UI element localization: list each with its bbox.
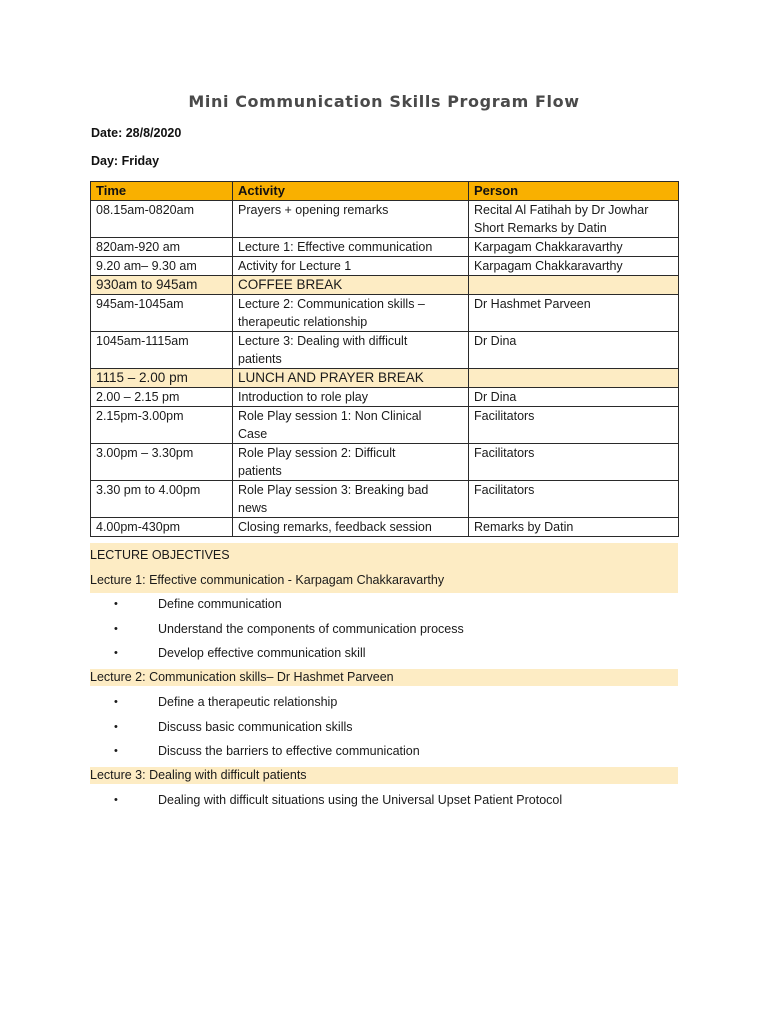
lecture2-title-band	[90, 669, 678, 686]
cell-activity	[233, 332, 469, 369]
cell-time: 9.20 am– 9.30 am	[91, 257, 233, 276]
cell-person	[469, 388, 679, 407]
lecture1-objective-title: Lecture 1: Effective communication - Karpagam Chakkaravarthy	[90, 573, 445, 587]
activity-line: COFFEE BREAK	[238, 277, 343, 292]
activity-line: patients	[238, 352, 282, 366]
cell-activity	[233, 481, 469, 518]
day-line: Day: Friday	[91, 154, 160, 168]
bullet-dot: •	[114, 696, 118, 708]
activity-line: Introduction to role play	[238, 390, 368, 404]
list-item	[0, 690, 768, 715]
cell-time: 930am to 945am	[91, 276, 233, 295]
person-line: Facilitators	[474, 446, 535, 460]
cell-person	[469, 332, 679, 369]
cell-time: 945am-1045am	[91, 295, 233, 332]
table-row	[91, 481, 679, 518]
cell-time: 820am-920 am	[91, 238, 233, 257]
cell-time: 1045am-1115am	[91, 332, 233, 369]
bullet-dot: •	[114, 598, 118, 610]
bullet-dot: •	[114, 720, 118, 733]
activity-line: therapeutic relationship	[238, 315, 368, 329]
activity-line: Lecture 1: Effective communication	[238, 240, 433, 254]
objectives-heading: LECTURE OBJECTIVES	[90, 548, 230, 562]
list-item	[0, 641, 768, 666]
bullet-text: Discuss basic communication skills	[158, 719, 353, 734]
schedule-header-row	[91, 182, 679, 201]
list-item	[0, 617, 768, 642]
cell-activity	[233, 518, 469, 537]
cell-person	[469, 481, 679, 518]
cell-activity	[233, 444, 469, 481]
activity-line: Activity for Lecture 1	[238, 259, 352, 273]
cell-person	[469, 238, 679, 257]
document-title: Mini Communication Skills Program Flow	[188, 92, 580, 111]
activity-line: news	[238, 501, 268, 515]
cell-time: 08.15am-0820am	[91, 201, 233, 238]
cell-activity	[233, 407, 469, 444]
activity-line: Closing remarks, feedback session	[238, 520, 432, 534]
cell-activity	[233, 295, 469, 332]
bullet-text: Discuss the barriers to effective communication	[158, 744, 420, 758]
cell-time: 3.30 pm to 4.00pm	[91, 481, 233, 518]
cell-person	[469, 201, 679, 238]
cell-person	[469, 518, 679, 537]
list-item	[0, 788, 768, 813]
table-row	[91, 518, 679, 537]
schedule-body	[91, 201, 679, 537]
list-item	[0, 739, 768, 764]
bullet-text: Dealing with difficult situations using the Universal Upset Patient Protocol	[158, 793, 563, 807]
activity-line: Case	[238, 427, 268, 441]
person-line: Facilitators	[474, 409, 535, 423]
cell-person	[469, 444, 679, 481]
activity-line: Role Play session 3: Breaking bad	[238, 483, 429, 497]
cell-person	[469, 295, 679, 332]
cell-person	[469, 257, 679, 276]
person-line: Karpagam Chakkaravarthy	[474, 240, 623, 254]
list-item	[0, 715, 768, 740]
cell-person	[469, 276, 679, 295]
cell-person	[469, 407, 679, 444]
table-row	[91, 444, 679, 481]
cell-time: 2.15pm-3.00pm	[91, 407, 233, 444]
person-line: Dr Hashmet Parveen	[474, 297, 591, 311]
cell-activity	[233, 388, 469, 407]
cell-time: 4.00pm-430pm	[91, 518, 233, 537]
person-line: Dr Dina	[474, 334, 517, 348]
bullet-dot: •	[114, 794, 118, 806]
lecture3-title-band	[90, 767, 678, 784]
person-line: Facilitators	[474, 483, 535, 497]
cell-time: 2.00 – 2.15 pm	[91, 388, 233, 407]
header-time: Time	[91, 182, 233, 201]
activity-line: Lecture 3: Dealing with difficult	[238, 334, 408, 348]
table-row	[91, 332, 679, 369]
activity-line: patients	[238, 464, 282, 478]
person-line: Remarks by Datin	[474, 520, 574, 534]
lecture2-objectives-list	[0, 690, 768, 764]
cell-activity	[233, 201, 469, 238]
table-row	[91, 407, 679, 444]
bullet-text: Define communication	[158, 597, 282, 611]
activity-line: Prayers + opening remarks	[238, 203, 389, 217]
bullet-dot: •	[114, 622, 118, 635]
bullet-dot: •	[114, 647, 118, 659]
schedule-table	[90, 181, 679, 537]
cell-activity	[233, 276, 469, 295]
lecture2-objective-title: Lecture 2: Communication skills– Dr Hashmet Parveen	[90, 670, 394, 684]
person-line: Recital Al Fatihah by Dr Jowhar	[474, 203, 649, 217]
bullet-text: Develop effective communication skill	[158, 646, 366, 660]
table-row	[91, 201, 679, 238]
table-row	[91, 295, 679, 332]
cell-time: 3.00pm – 3.30pm	[91, 444, 233, 481]
bullet-text: Understand the components of communication process	[158, 621, 464, 636]
cell-time: 1115 – 2.00 pm	[91, 369, 233, 388]
objectives-heading-band	[90, 543, 678, 593]
table-row	[91, 369, 679, 388]
activity-line: Role Play session 2: Difficult	[238, 446, 396, 460]
header-activity: Activity	[233, 182, 469, 201]
cell-activity	[233, 369, 469, 388]
date-line: Date: 28/8/2020	[91, 126, 182, 140]
activity-line: LUNCH AND PRAYER BREAK	[238, 370, 424, 385]
cell-activity	[233, 238, 469, 257]
activity-line: Lecture 2: Communication skills –	[238, 297, 425, 311]
list-item	[0, 592, 768, 617]
bullet-text: Define a therapeutic relationship	[158, 695, 338, 709]
person-line: Dr Dina	[474, 390, 517, 404]
table-row	[91, 257, 679, 276]
cell-person	[469, 369, 679, 388]
person-line: Short Remarks by Datin	[474, 221, 607, 235]
bullet-dot: •	[114, 745, 118, 757]
person-line: Karpagam Chakkaravarthy	[474, 259, 623, 273]
table-row	[91, 238, 679, 257]
lecture3-objectives-list	[0, 788, 768, 813]
table-row	[91, 388, 679, 407]
lecture1-objectives-list	[0, 592, 768, 666]
header-person: Person	[469, 182, 679, 201]
table-row	[91, 276, 679, 295]
activity-line: Role Play session 1: Non Clinical	[238, 409, 422, 423]
lecture3-objective-title: Lecture 3: Dealing with difficult patients	[90, 768, 307, 782]
cell-activity	[233, 257, 469, 276]
